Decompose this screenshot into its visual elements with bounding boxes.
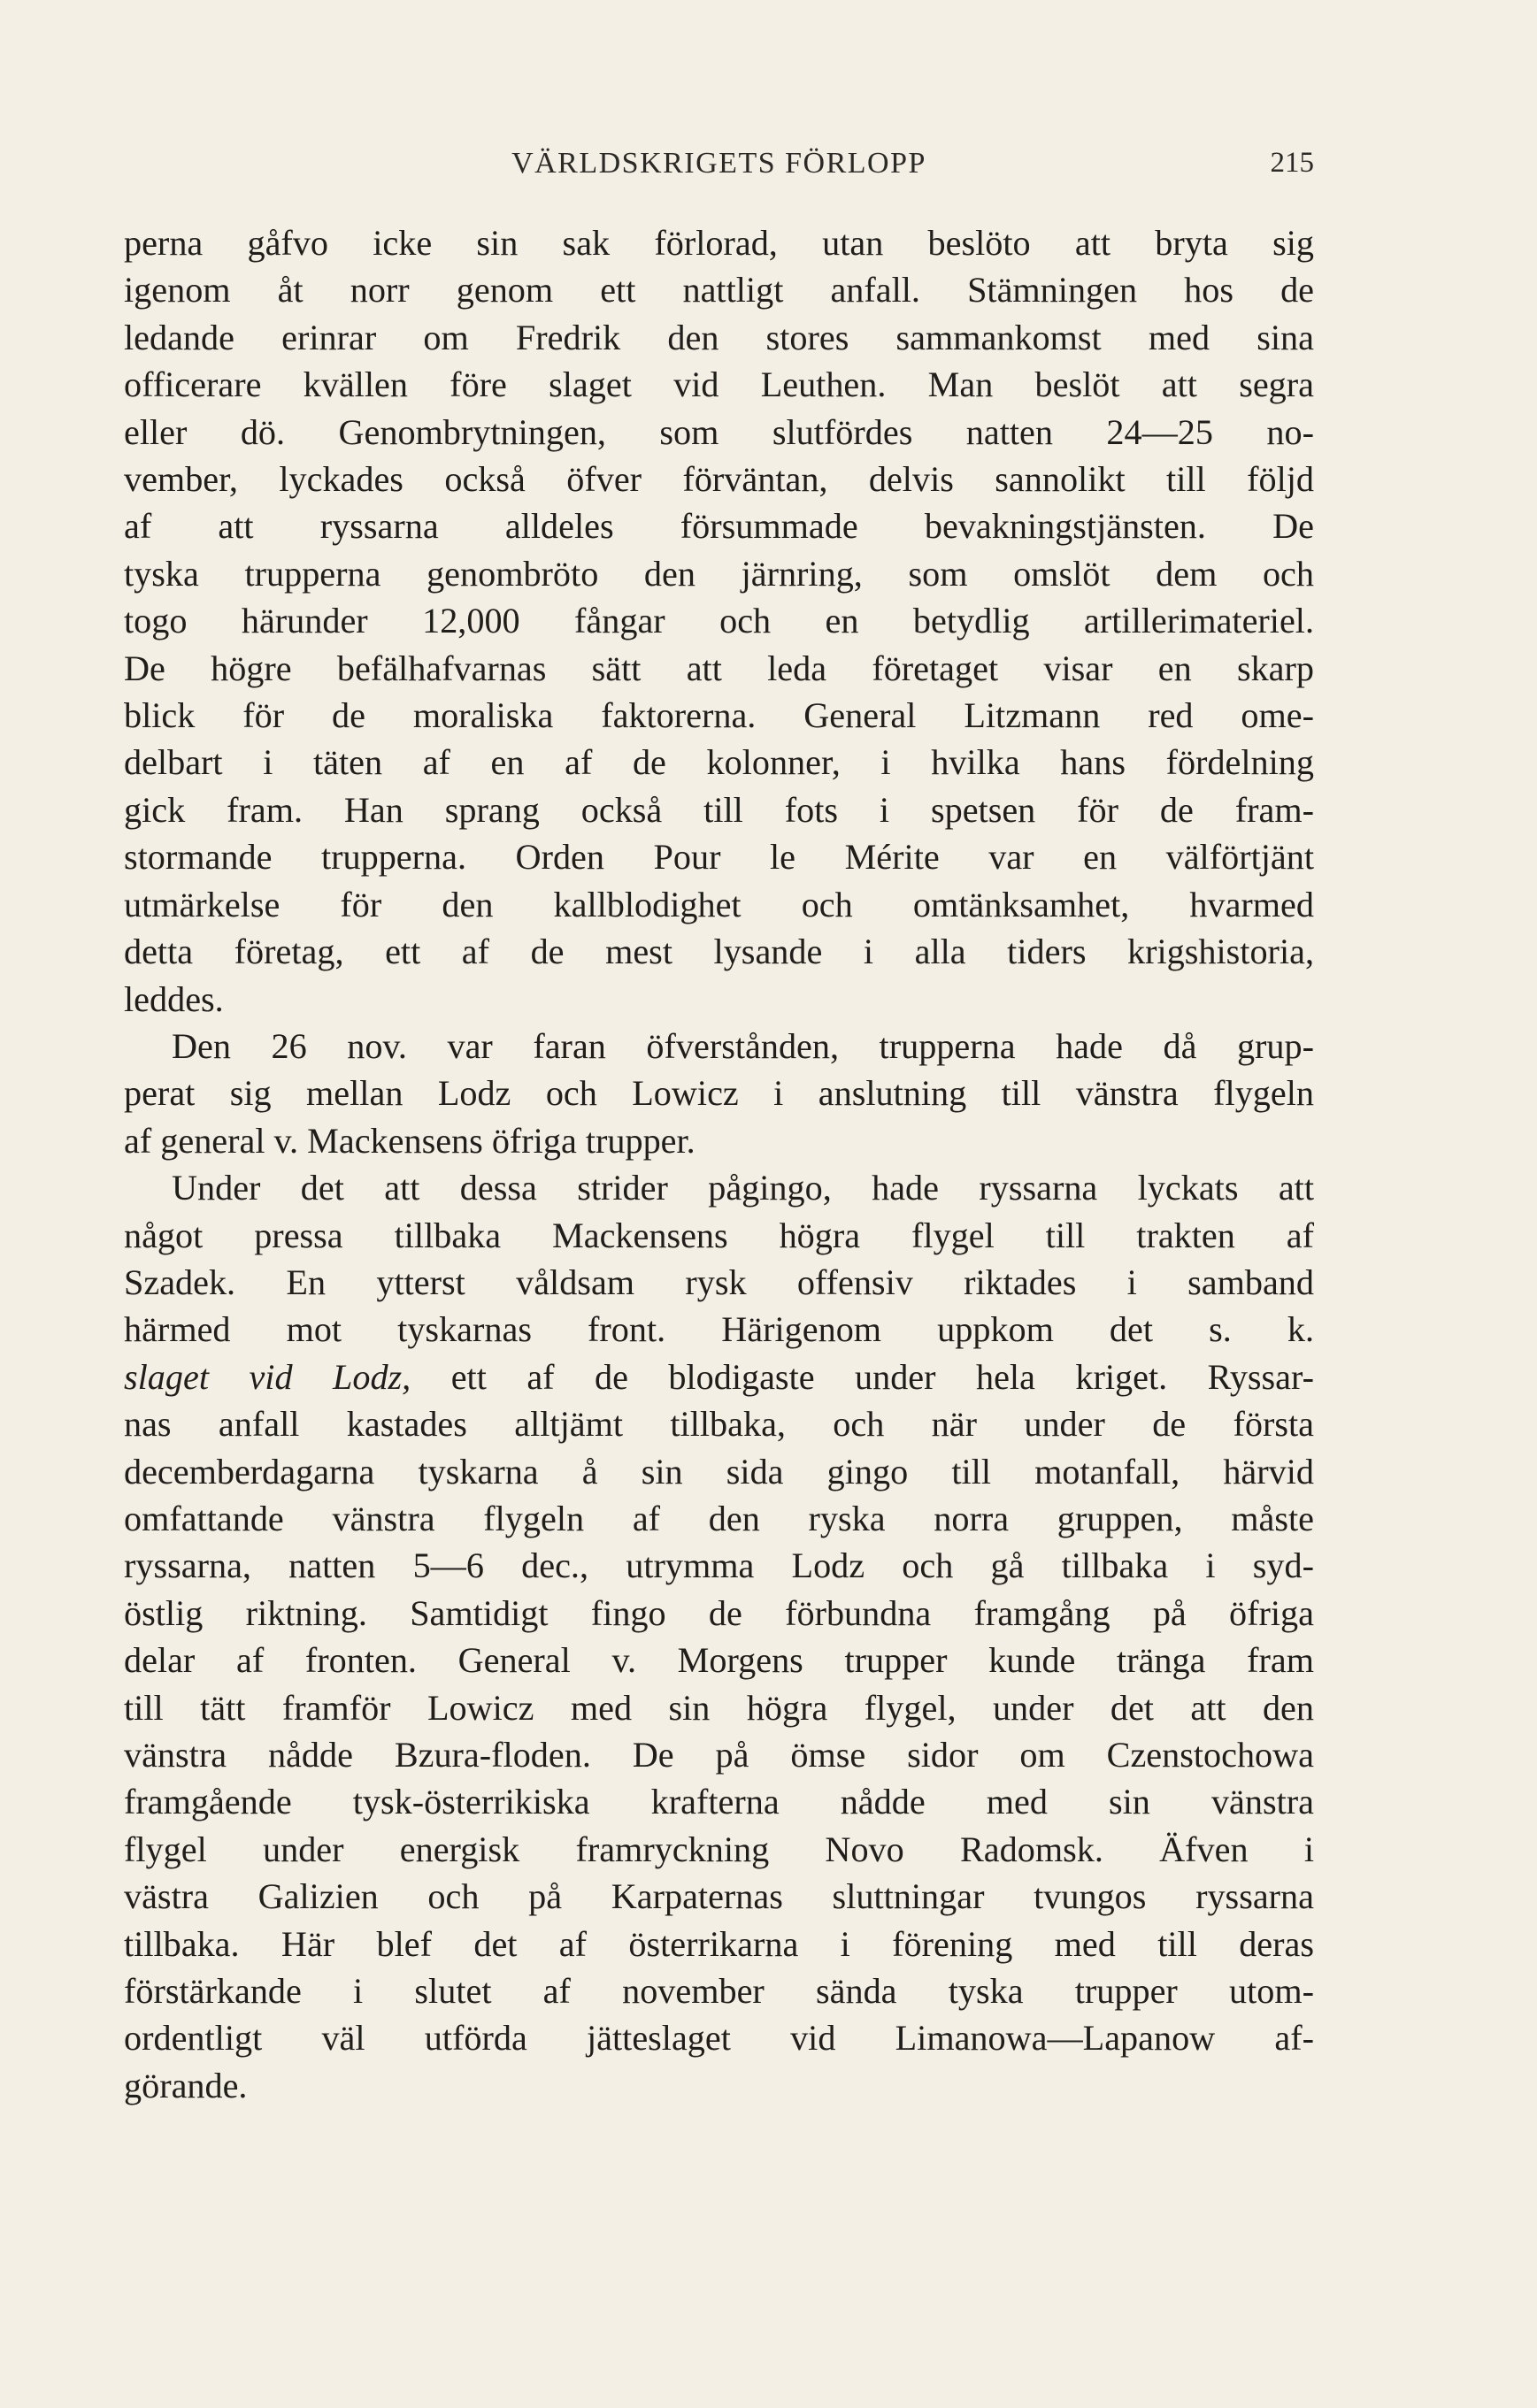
text-line: decemberdagarna tyskarna å sin sida gingo till motanfall, härvid [124, 1451, 1314, 1492]
text-line: görande. [124, 2065, 248, 2105]
paragraph-1 [124, 219, 1314, 1023]
text-line: delbart i täten af en af de kolonner, i hvilka hans fördelning [124, 742, 1314, 783]
text-line: östlig riktning. Samtidigt fingo de förbundna framgång på öfriga [124, 1592, 1314, 1633]
text-line: tillbaka. Här blef det af österrikarna i förening med till deras [124, 1923, 1314, 1964]
text-line: blick för de moraliska faktorerna. General Litzmann red ome- [124, 695, 1314, 736]
text-line: af att ryssarna alldeles försummade bevakningstjänsten. De [124, 506, 1314, 547]
text-line: perat sig mellan Lodz och Lowicz i anslutning till vänstra flygeln [124, 1073, 1314, 1114]
page-number: 215 [1270, 147, 1314, 179]
text-line: till tätt framför Lowicz med sin högra flygel, under det att den [124, 1687, 1314, 1728]
text-line: stormande trupperna. Orden Pour le Mérite var en välförtjänt [124, 837, 1314, 878]
text-line: gick fram. Han sprang också till fots i spetsen för de fram- [124, 789, 1314, 830]
text-line: delar af fronten. General v. Morgens trupper kunde tränga fram [124, 1640, 1314, 1681]
text-line: eller dö. Genombrytningen, som slutfördes natten 24—25 no- [124, 411, 1314, 452]
text-line: officerare kvällen före slaget vid Leuthen. Man beslöt att segra [124, 364, 1314, 405]
body-text [124, 219, 1314, 2109]
text-line: perna gåfvo icke sin sak förlorad, utan beslöto att bryta sig [124, 223, 1314, 263]
text-line: flygel under energisk framryckning Novo Radomsk. Äfven i [124, 1829, 1314, 1869]
text-span: ett af de blodigaste under hela kriget. Ryssar- [411, 1356, 1314, 1397]
text-line: detta företag, ett af de mest lysande i alla tiders krigshistoria, [124, 932, 1314, 972]
paragraph-3 [124, 1164, 1314, 2109]
text-line: ryssarna, natten 5—6 dec., utrymma Lodz och gå tillbaka i syd- [124, 1545, 1314, 1586]
text-line: något pressa tillbaka Mackensens högra flygel till trakten af [124, 1215, 1314, 1255]
text-line: härmed mot tyskarnas front. Härigenom uppkom det s. k. [124, 1309, 1314, 1350]
text-line: ledande erinrar om Fredrik den stores sammankomst med sina [124, 317, 1314, 357]
text-line: vänstra nådde Bzura-floden. De på ömse sidor om Czenstochowa [124, 1735, 1314, 1775]
text-line-italic [124, 1354, 1314, 1400]
italic-term: slaget vid Lodz, [124, 1356, 411, 1397]
paragraph-2 [124, 1023, 1314, 1164]
text-line: togo härunder 12,000 fångar och en betydlig artillerimateriel. [124, 601, 1314, 641]
text-line: igenom åt norr genom ett nattligt anfall. Stämningen hos de [124, 270, 1314, 311]
text-line: Under det att dessa strider pågingo, hade ryssarna lyckats att [172, 1168, 1314, 1208]
text-line: framgående tysk-österrikiska krafterna nådde med sin vänstra [124, 1782, 1314, 1822]
text-line: utmärkelse för den kallblodighet och omtänksamhet, hvarmed [124, 884, 1314, 924]
text-line: af general v. Mackensens öfriga trupper. [124, 1120, 695, 1161]
text-line: ordentligt väl utförda jätteslaget vid Limanowa—Lapanow af- [124, 2018, 1314, 2059]
running-title: VÄRLDSKRIGETS FÖRLOPP [511, 147, 926, 180]
text-line: omfattande vänstra flygeln af den ryska norra gruppen, måste [124, 1498, 1314, 1538]
text-line: tyska trupperna genombröto den järnring, som omslöt dem och [124, 553, 1314, 594]
text-line: förstärkande i slutet af november sända tyska trupper utom- [124, 1971, 1314, 2012]
text-line: Szadek. En ytterst våldsam rysk offensiv riktades i samband [124, 1262, 1314, 1302]
text-line: Den 26 nov. var faran öfverstånden, trupperna hade då grup- [172, 1025, 1314, 1066]
text-line: nas anfall kastades alltjämt tillbaka, och när under de första [124, 1404, 1314, 1445]
text-line: leddes. [124, 978, 224, 1019]
text-line: västra Galizien och på Karpaternas sluttningar tvungos ryssarna [124, 1876, 1314, 1917]
page-header [124, 147, 1314, 191]
text-line: vember, lyckades också öfver förväntan, delvis sannolikt till följd [124, 459, 1314, 500]
text-line: De högre befälhafvarnas sätt att leda företaget visar en skarp [124, 648, 1314, 688]
